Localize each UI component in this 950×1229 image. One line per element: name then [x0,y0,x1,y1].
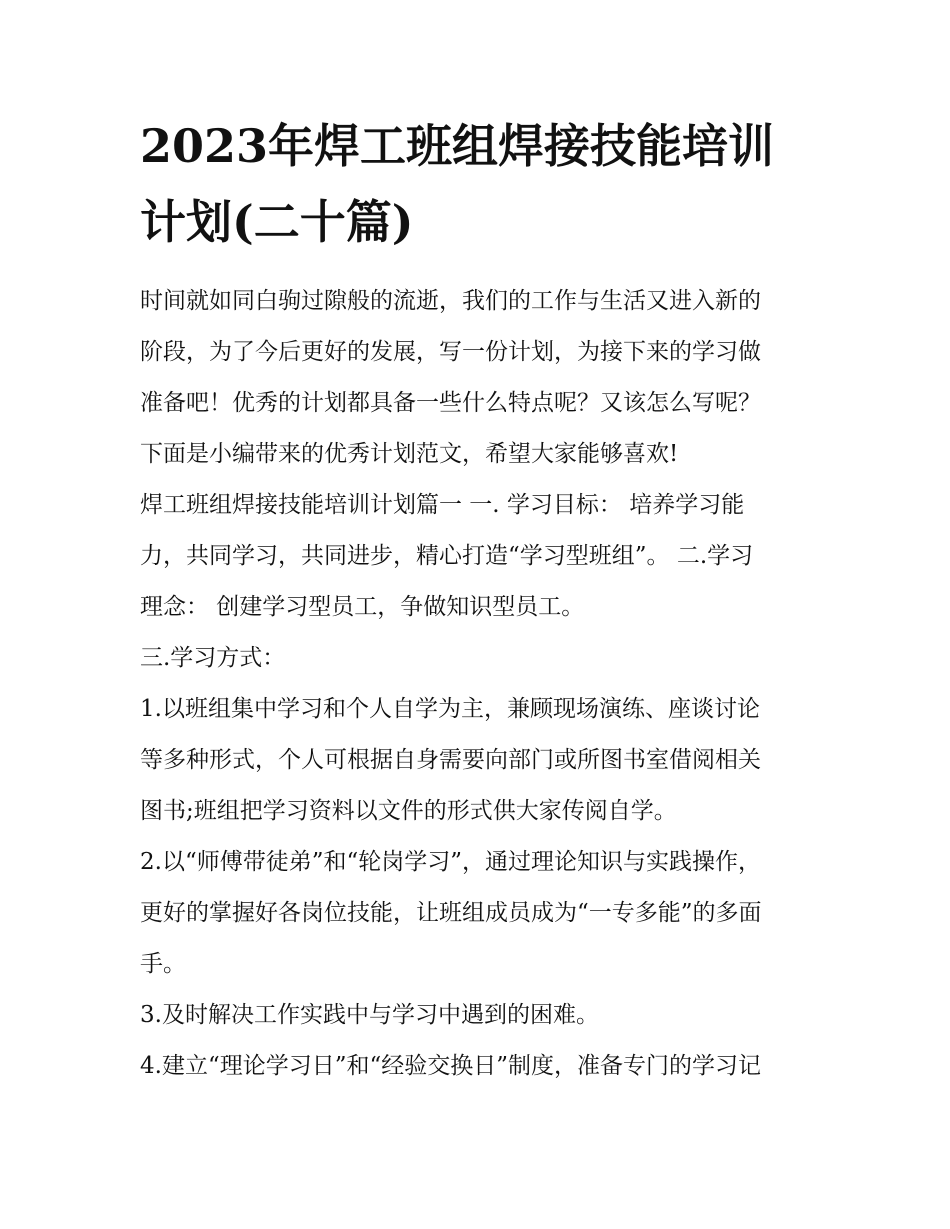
text-line: 更好的掌握好各岗位技能，让班组成员成为“一专多能”的多面 [140,900,762,926]
text-line: 图书;班组把学习资料以文件的形式供大家传阅自学。 [140,798,677,824]
text-line: 1.以班组集中学习和个人自学为主，兼顾现场演练、座谈讨论 [140,696,760,722]
title-line: 2023年焊工班组焊接技能培训 [140,119,775,173]
text-line: 下面是小编带来的优秀计划范文，希望大家能够喜欢! [140,441,679,467]
text-line: 准备吧！优秀的计划都具备一些什么特点呢？又该怎么写呢？ [140,390,761,416]
text-line: 手。 [140,951,186,977]
text-line: 焊工班组焊接技能培训计划篇一 一. 学习目标： 培养学习能 [140,492,745,518]
title-line: 计划(二十篇) [140,195,414,249]
text-line: 三.学习方式： [140,645,286,671]
text-line: 阶段，为了今后更好的发展，写一份计划，为接下来的学习做 [140,339,761,365]
document-body [140,276,820,1092]
text-line: 3.及时解决工作实践中与学习中遇到的困难。 [140,1002,599,1028]
document-title [140,108,820,260]
text-line: 4.建立“理论学习日”和“经验交换日”制度，准备专门的学习记 [140,1053,761,1079]
text-line: 时间就如同白驹过隙般的流逝，我们的工作与生活又进入新的 [140,288,761,314]
text-line: 理念： 创建学习型员工，争做知识型员工。 [140,594,585,620]
text-line: 力，共同学习，共同进步，精心打造“学习型班组”。 二.学习 [140,543,754,569]
text-line: 2.以“师傅带徒弟”和“轮岗学习”，通过理论知识与实践操作， [140,849,761,875]
text-line: 等多种形式，个人可根据自身需要向部门或所图书室借阅相关 [140,747,761,773]
